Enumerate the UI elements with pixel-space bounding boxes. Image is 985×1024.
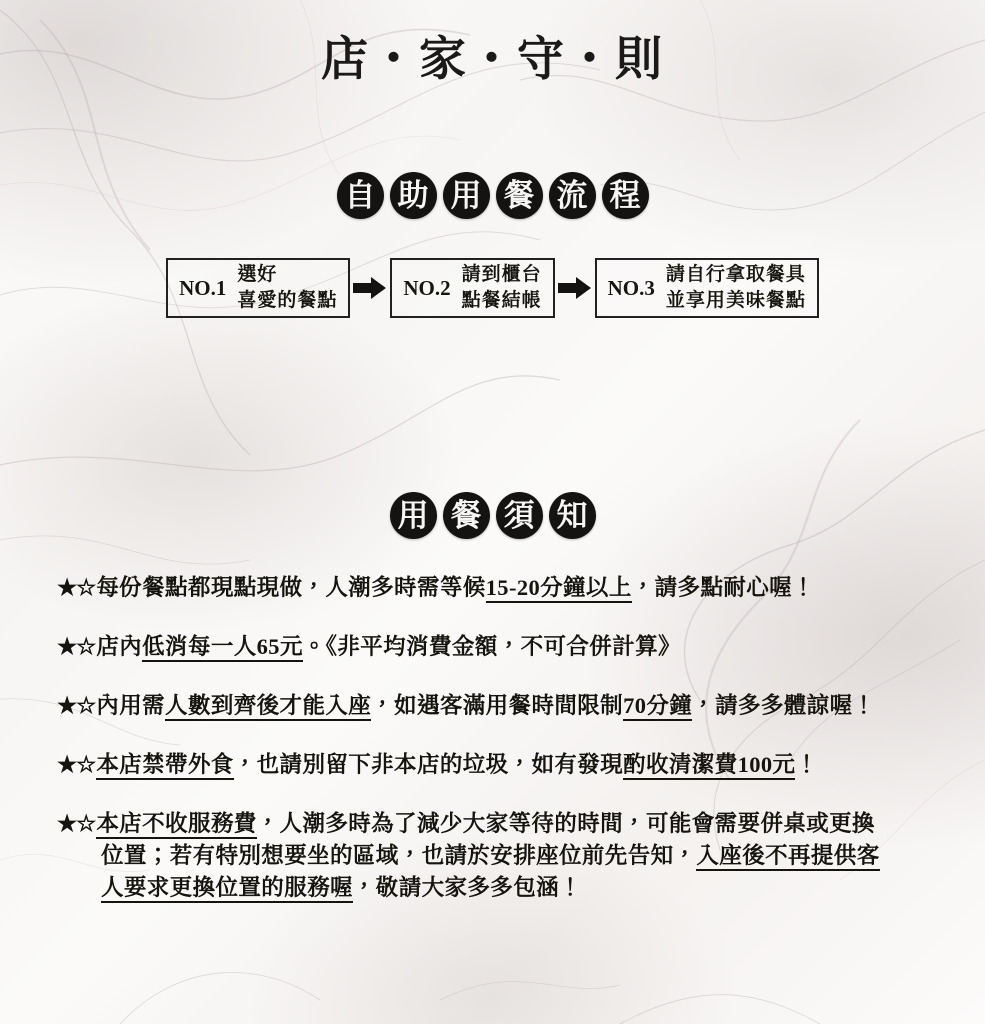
page-title-text: 店・家・守・則 (321, 34, 664, 86)
heading-char: 用 (390, 492, 437, 539)
notice-part-underlined: 70分鐘 (623, 693, 692, 721)
notice-item (57, 749, 937, 781)
step-text (666, 262, 806, 313)
page-title (0, 22, 985, 89)
notice-item (57, 690, 937, 722)
heading-char: 自 (337, 172, 384, 219)
notice-part: 位置；若有特別想要坐的區域，也請於安排座位前先告知， (101, 842, 697, 868)
step-text (237, 262, 337, 313)
notice-item (57, 572, 937, 604)
notice-bullet: ★☆ (57, 633, 96, 659)
heading-char: 須 (496, 492, 543, 539)
notice-part: 內用需 (96, 692, 166, 718)
step-line-1: 請自行拿取餐具 (665, 264, 806, 286)
notice-part-underlined: 人數到齊後才能入座 (165, 693, 371, 721)
notice-part: 。《非平均消費金額，不可合併計算》 (302, 633, 681, 659)
notice-part-underlined: 入座後不再提供客 (696, 843, 879, 871)
step-number: NO.1 (179, 275, 227, 300)
notice-bullet: ★☆ (57, 692, 96, 718)
heading-char: 流 (549, 172, 596, 219)
dining-notice-list (57, 572, 937, 931)
step-line-2: 點餐結帳 (461, 290, 542, 311)
notice-part: ，請多多體諒喔！ (692, 692, 876, 718)
notice-part-underlined: 本店不收服務費 (96, 811, 256, 839)
notice-part-underlined: 15-20分鐘以上 (486, 575, 632, 603)
notice-part-underlined: 人要求更換位置的服務喔 (101, 875, 353, 903)
notice-bullet: ★☆ (57, 575, 96, 600)
step-line-1: 請到櫃台 (461, 264, 542, 286)
notice-item (57, 808, 937, 904)
arrow-right-icon (555, 276, 595, 300)
heading-char: 程 (602, 172, 649, 219)
notice-part: ，敬請大家多多包涵！ (352, 874, 582, 900)
notice-part: ，請多點耐心喔！ (631, 575, 815, 600)
heading-char: 餐 (443, 492, 490, 539)
step-text (462, 262, 542, 313)
step-line-1: 選好 (237, 264, 278, 286)
notice-part-underlined: 低消每一人65元 (142, 634, 303, 662)
heading-char: 知 (549, 492, 596, 539)
step-box-2 (390, 258, 554, 318)
heading-char: 用 (443, 172, 490, 219)
notice-part-underlined: 本店禁帶外食 (96, 752, 233, 780)
section-heading-dining-notice (0, 492, 985, 539)
notice-bullet: ★☆ (57, 810, 96, 836)
step-box-3 (595, 258, 819, 318)
notice-part: ，也請別留下非本店的垃圾，如有發現 (233, 751, 624, 777)
self-service-steps (0, 258, 985, 318)
step-number: NO.2 (403, 275, 451, 300)
step-line-2: 並享用美味餐點 (665, 290, 806, 311)
step-box-1 (166, 258, 350, 318)
notice-part: 每份餐點都現點現做，人潮多時需等候 (96, 575, 486, 600)
heading-char: 助 (390, 172, 437, 219)
step-line-2: 喜愛的餐點 (237, 290, 338, 311)
step-number: NO.3 (607, 275, 655, 300)
notice-part: ！ (795, 751, 819, 777)
notice-bullet: ★☆ (57, 751, 96, 777)
notice-part: 店內 (96, 633, 143, 659)
notice-part: ，人潮多時為了減少大家等待的時間，可能會需要併桌或更換 (256, 810, 875, 836)
notice-item (57, 631, 937, 663)
section-heading-self-service-flow (0, 172, 985, 219)
heading-char: 餐 (496, 172, 543, 219)
notice-part: ，如遇客滿用餐時間限制 (371, 692, 624, 718)
notice-part-underlined: 酌收清潔費100元 (623, 752, 795, 780)
arrow-right-icon (350, 276, 390, 300)
